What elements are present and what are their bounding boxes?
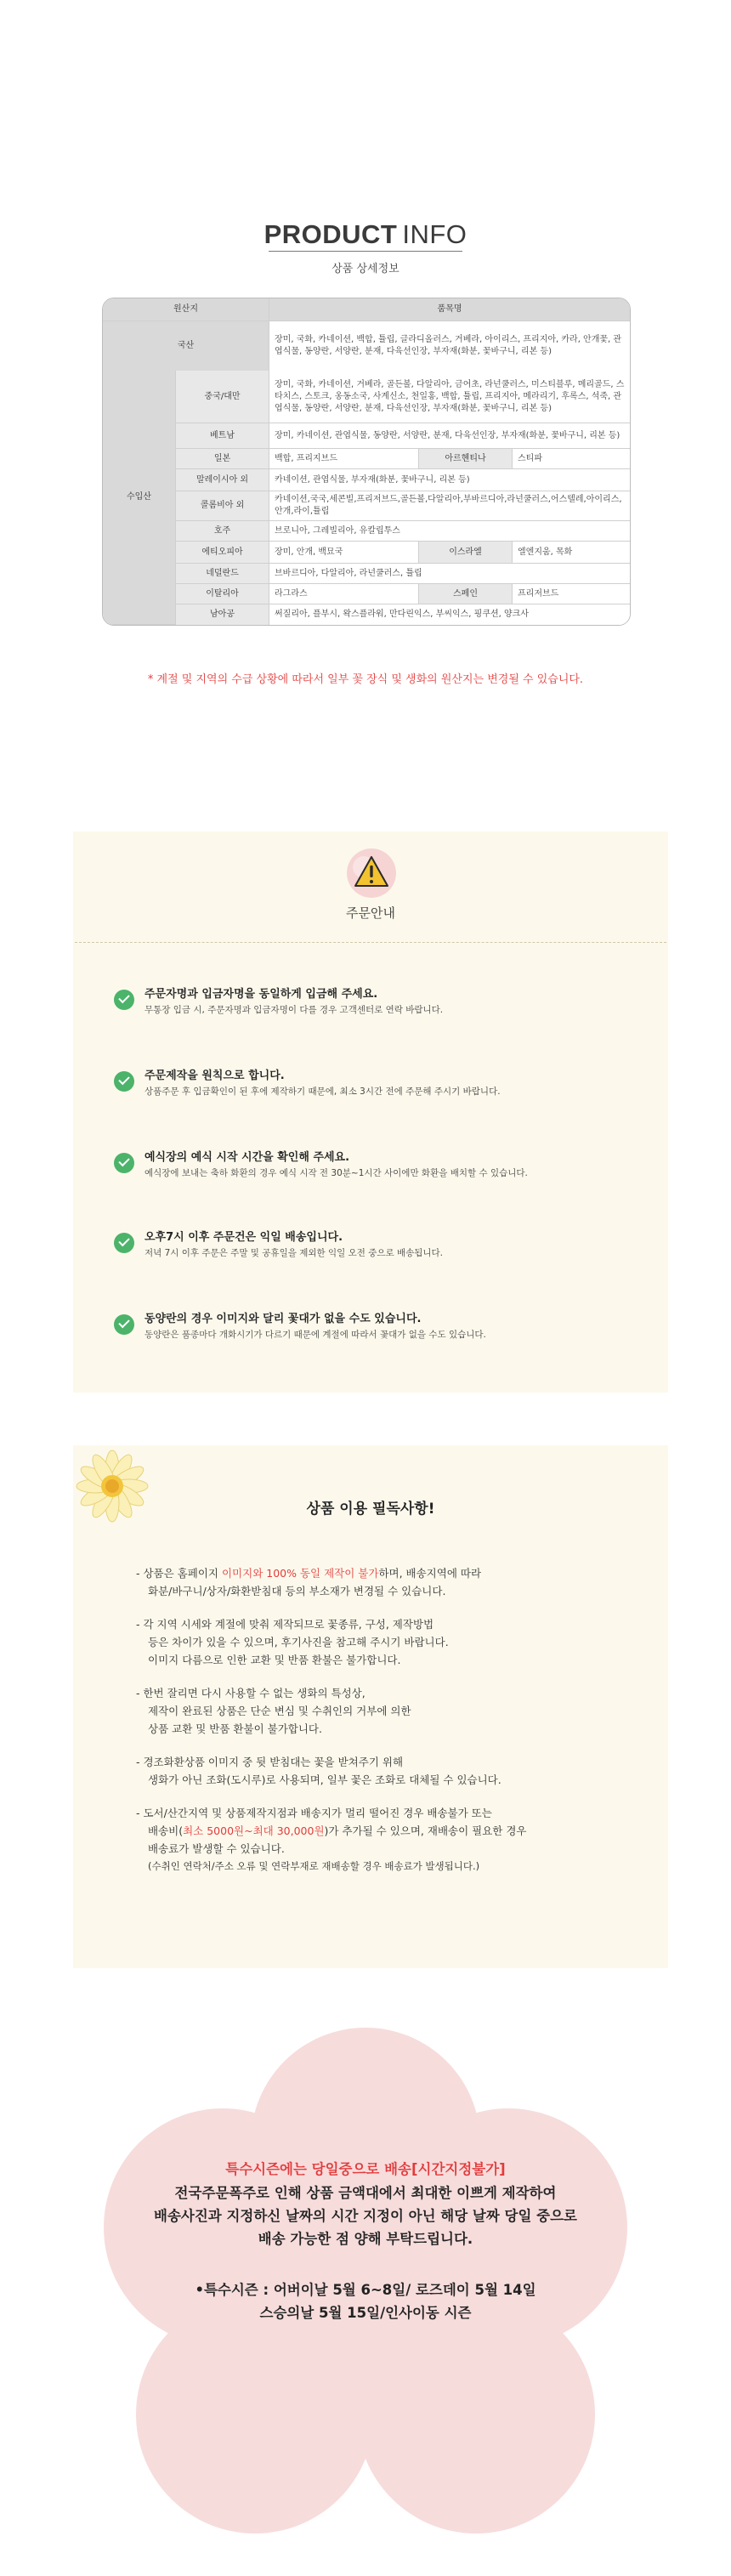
import-row <box>103 423 630 449</box>
product-info-title <box>0 219 731 250</box>
import-items: 백합, 프리지브드 <box>269 449 419 469</box>
order-info-detail: 무통장 입금 시, 주문자명과 입금자명이 다를 경우 고객센터로 연락 바랍니다. <box>144 1005 444 1015</box>
usage-notice-list <box>136 1564 646 1891</box>
notice-item-no-refund <box>136 1684 646 1738</box>
check-circle-icon <box>114 1314 134 1335</box>
order-info-detail: 동양란은 품종마다 개화시기가 다르기 때문에 계절에 따라서 꽃대가 없을 수도 있습니다. <box>144 1330 486 1340</box>
check-circle-icon <box>114 1233 134 1253</box>
import-row <box>103 564 630 584</box>
check-circle-icon <box>114 990 134 1010</box>
title-underline <box>269 251 462 252</box>
import-row <box>103 491 630 521</box>
notice-text: - 한번 잘리면 다시 사용할 수 없는 생화의 특성상, <box>136 1687 366 1699</box>
notice-text: 하며, 배송지역에 따라 <box>378 1567 482 1580</box>
domestic-items: 장미, 국화, 카네이션, 백합, 튤립, 글라디올러스, 거베라, 아이리스, 프리지아, 카라, 안개꽃, 관엽식물, 동양란, 서양란, 분재, 다육선인장, 부자재(화분, 꽃바구니, 리본 등) <box>269 321 630 371</box>
domestic-label: 국산 <box>103 321 269 371</box>
import-row <box>103 604 630 625</box>
notice-highlight: 이미지와 100% 동일 제작이 불가 <box>221 1567 379 1580</box>
notice-text: (수취인 연락처/주소 오류 및 연락부재로 재배송할 경우 배송료가 발생됩니다.) <box>148 1860 480 1872</box>
notice-text: 이미지 다름으로 인한 교환 및 반품 환불은 불가합니다. <box>148 1654 401 1666</box>
notice-text: 배송비( <box>148 1824 184 1837</box>
origin-table-header <box>103 298 630 321</box>
import-items: 브로니아, 그레빌리아, 유칼립투스 <box>269 521 630 542</box>
import-row <box>103 584 630 604</box>
order-info-detail: 상품주문 후 입금확인이 된 후에 제작하기 때문에, 최소 3시간 전에 주문해 주시기 바랍니다. <box>144 1087 501 1097</box>
season-line-2: 배송사진과 지정하신 날짜의 시간 지정이 아닌 해당 날짜 당일 중으로 <box>154 2208 577 2224</box>
import-country: 호주 <box>176 521 269 542</box>
order-info-heading: 주문자명과 입금자명을 동일하게 입금해 주세요. <box>144 988 378 1001</box>
notice-text: 상품 교환 및 반품 환불이 불가합니다. <box>148 1722 322 1735</box>
import-items: 프리저브드 <box>513 584 630 604</box>
import-items: 엘엔지움, 목화 <box>513 542 630 564</box>
order-info-heading: 예식장의 예식 시작 시간을 확인해 주세요. <box>144 1151 350 1164</box>
import-label: 수입산 <box>103 371 176 625</box>
usage-notice-title: 상품 이용 필독사항! <box>306 1501 435 1518</box>
import-country: 에티오피아 <box>176 542 269 564</box>
order-info-heading: 주문제작을 원칙으로 합니다. <box>144 1070 285 1082</box>
check-circle-icon <box>114 1071 134 1092</box>
notice-text: 화분/바구니/상자/화환받침대 등의 부소재가 변경될 수 있습니다. <box>148 1585 446 1597</box>
import-country: 중국/대만 <box>176 371 269 423</box>
special-season-section <box>0 2023 731 2576</box>
import-country: 이스라엘 <box>419 542 513 564</box>
order-info-detail: 저녁 7시 이후 주문은 주말 및 공휴일을 제외한 익일 오전 중으로 배송됩니다. <box>144 1248 444 1258</box>
import-country: 남아공 <box>176 604 269 625</box>
warning-icon <box>345 847 398 899</box>
origin-table <box>102 298 631 626</box>
notice-text: - 경조화환상품 이미지 중 뒷 받침대는 꽃을 받쳐주기 위해 <box>136 1756 404 1768</box>
daisy-flower-icon <box>73 1445 167 1539</box>
import-items: 써질리아, 플부시, 왁스플라워, 만다린익스, 부씨익스, 핑쿠션, 양크사 <box>269 604 630 625</box>
import-country: 콜롬비아 외 <box>176 491 269 521</box>
order-info-title: 주문안내 <box>346 905 395 921</box>
domestic-row <box>103 321 630 371</box>
notice-text: - 도서/산간지역 및 상품제작지점과 배송지가 멀리 떨어진 경우 배송불가 또는 <box>136 1807 492 1819</box>
notice-text: 생화가 아닌 조화(도시루)로 사용되며, 일부 꽃은 조화로 대체될 수 있습니다. <box>148 1773 502 1786</box>
import-items: 라그라스 <box>269 584 419 604</box>
notice-text: 제작이 완료된 상품은 단순 변심 및 수취인의 거부에 의한 <box>148 1705 411 1717</box>
import-items: 브바르디아, 다알리아, 라넌쿨러스, 튤립 <box>269 564 630 584</box>
notice-text: - 상품은 홈페이지 <box>136 1567 222 1580</box>
import-items: 장미, 카네이션, 관엽식물, 동양란, 서양란, 분재, 다육선인장, 부자재(화분, 꽃바구니, 리본 등) <box>269 423 630 449</box>
import-row <box>103 469 630 491</box>
season-title: 특수시즌에는 당일중으로 배송[시간지정불가] <box>225 2161 506 2177</box>
notice-item-variation <box>136 1615 646 1669</box>
product-info-title-bold: PRODUCT <box>264 219 398 249</box>
origin-note: * 계절 및 지역의 수급 상황에 따라서 일부 꽃 장식 및 생화의 원산지는 변경될 수 있습니다. <box>147 673 584 686</box>
usage-notice-panel <box>73 1445 668 1968</box>
order-info-divider <box>75 942 666 943</box>
season-line-3: 배송 가능한 점 양해 부탁드립니다. <box>258 2231 473 2247</box>
import-row <box>103 521 630 542</box>
import-row <box>103 449 630 469</box>
notice-item-image <box>136 1564 646 1600</box>
import-items: 장미, 안개, 백묘국 <box>269 542 419 564</box>
order-info-heading: 동양란의 경우 이미지와 달리 꽃대가 없을 수도 있습니다. <box>144 1313 422 1325</box>
order-info-detail: 예식장에 보내는 축하 화환의 경우 예식 시작 전 30분~1시간 사이에만 화환을 배치할 수 있습니다. <box>144 1168 528 1178</box>
import-country: 말레이시아 외 <box>176 469 269 491</box>
notice-item-artificial <box>136 1753 646 1789</box>
origin-table-wrapper <box>102 298 629 626</box>
import-items: 카네이션, 관엽식물, 부자재(화분, 꽃바구니, 리본 등) <box>269 469 630 491</box>
import-country: 네덜란드 <box>176 564 269 584</box>
notice-text: 등은 차이가 있을 수 있으며, 후기사진을 참고해 주시기 바랍니다. <box>148 1636 449 1648</box>
check-circle-icon <box>114 1153 134 1173</box>
import-items: 장미, 국화, 카네이션, 거베라, 골든볼, 다알리아, 금어초, 라넌쿨러스, 미스티블루, 메리골드, 스타치스, 스토크, 옹동소국, 사계신소, 천일홍, 백합, 튤립, 프리지아, 메라리기, 후록스, 석죽, 관엽식물, 동양란, 서양란, 분재, 다육선인장, 부자재(화분, 꽃바구니, 리본 등) <box>269 371 630 423</box>
order-info-heading: 오후7시 이후 주문건은 익일 배송입니다. <box>144 1231 343 1244</box>
notice-highlight: 최소 5000원~최대 30,000원 <box>183 1824 325 1837</box>
import-country: 베트남 <box>176 423 269 449</box>
season-dates-2: 스승의날 5월 15일/인사이동 시즌 <box>259 2305 472 2321</box>
import-country: 스페인 <box>419 584 513 604</box>
notice-text: 배송료가 발생할 수 있습니다. <box>148 1842 285 1855</box>
import-items: 카네이션,국국,세콘빌,프리저브드,골든볼,다알리아,부바르디아,라넌쿨러스,어스텔레,아이리스,안개,라이,튤립 <box>269 491 630 521</box>
notice-item-shipping <box>136 1804 646 1875</box>
product-info-title-light: INFO <box>402 219 468 249</box>
header-origin: 원산지 <box>103 298 269 321</box>
header-items: 품목명 <box>269 298 630 321</box>
import-country: 일본 <box>176 449 269 469</box>
import-row <box>103 542 630 564</box>
season-line-1: 전국주문폭주로 인해 상품 금액대에서 최대한 이쁘게 제작하여 <box>174 2185 557 2201</box>
notice-text: - 각 지역 시세와 계절에 맞춰 제작되므로 꽃종류, 구성, 제작방법 <box>136 1618 434 1631</box>
notice-text: )가 추가될 수 있으며, 재배송이 필요한 경우 <box>324 1824 527 1837</box>
order-info-panel <box>73 831 668 1393</box>
import-row <box>103 371 630 423</box>
import-items: 스티파 <box>513 449 630 469</box>
season-dates-1: •특수시즌 : 어버이날 5월 6~8일/ 로즈데이 5월 14일 <box>195 2282 536 2298</box>
import-country: 아르헨티나 <box>419 449 513 469</box>
import-country: 이탈리아 <box>176 584 269 604</box>
product-info-subtitle: 상품 상세정보 <box>332 263 400 275</box>
